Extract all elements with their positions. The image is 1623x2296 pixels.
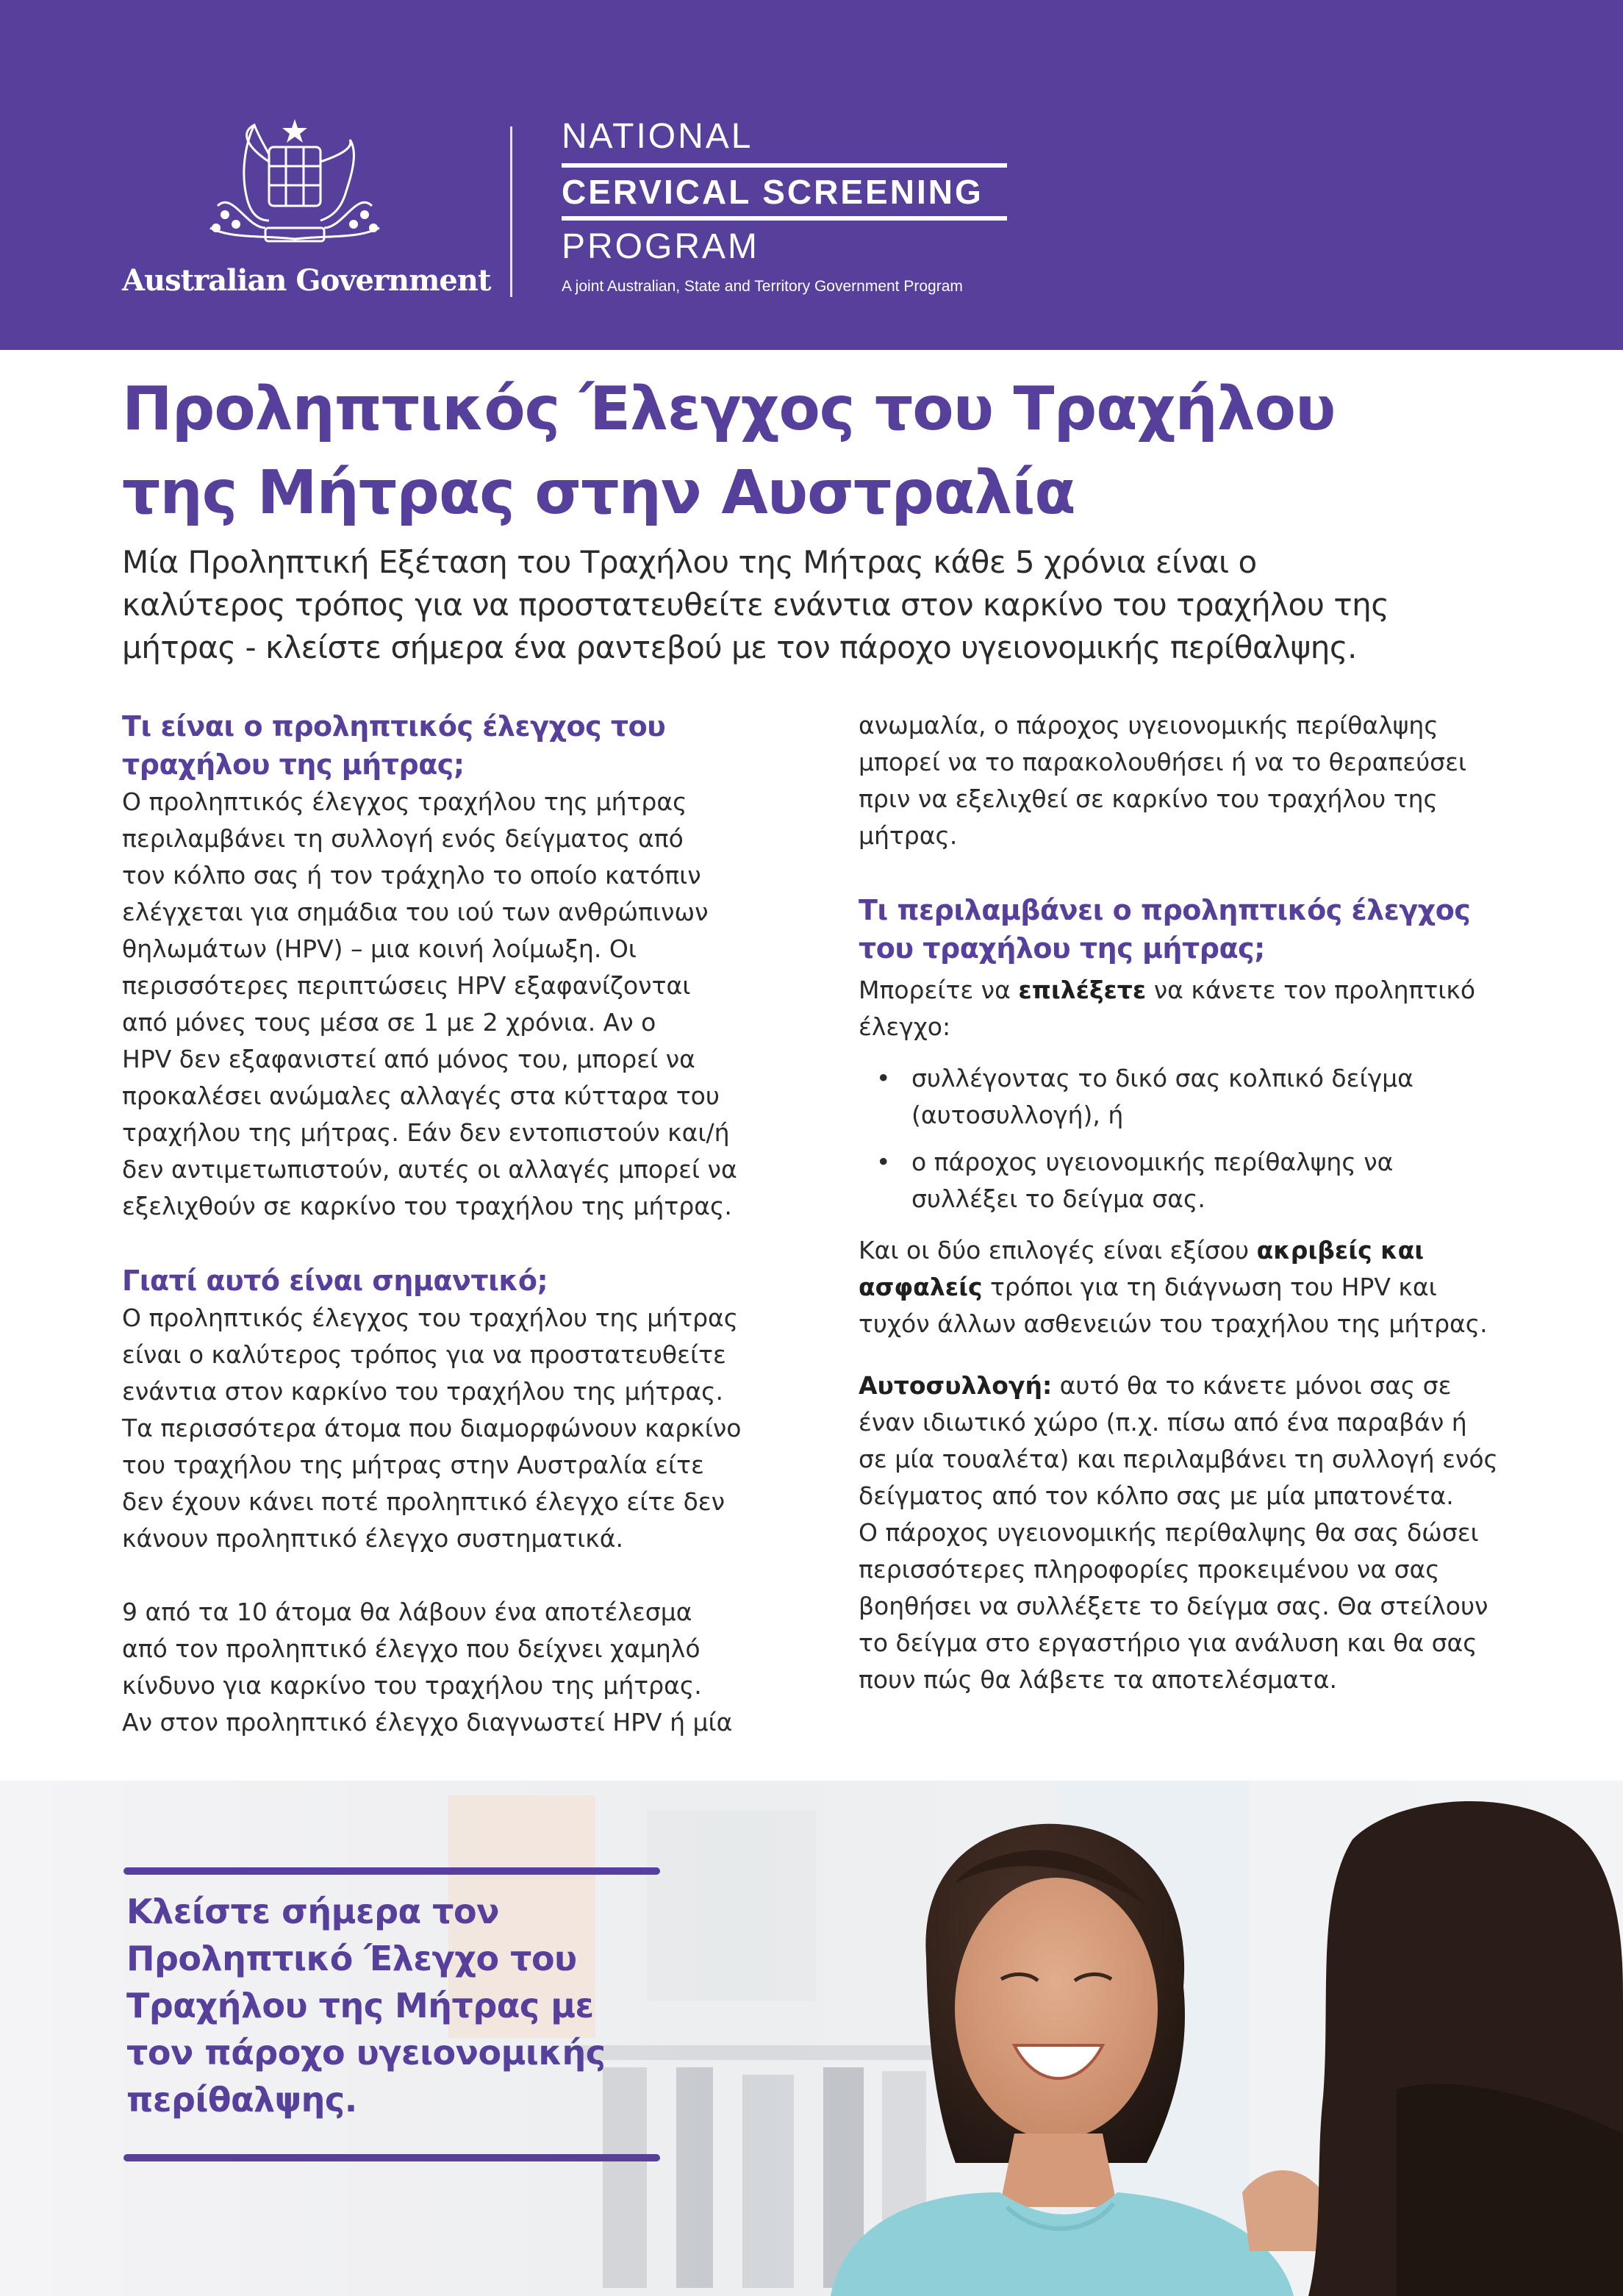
text-line: τυχόν άλλων ασθενειών του τραχήλου της μήτρας. (859, 1309, 1488, 1338)
section-heading-what-involves (859, 891, 1520, 968)
list-item (876, 1144, 1520, 1217)
header-banner (0, 0, 1623, 350)
program-rule-top (562, 163, 1007, 168)
text-line: του τραχήλου της μήτρας στην Αυστραλία είτε (122, 1451, 704, 1479)
text-line: τραχήλου της μήτρας. Εάν δεν εντοπιστούν και/ή (122, 1118, 730, 1147)
text-line: Ο προληπτικός έλεγχος τραχήλου της μήτρας (122, 787, 687, 816)
cta-line: τον πάροχο υγειονομικής (126, 2033, 606, 2073)
text-line: πουν πώς θα λάβετε τα αποτελέσματα. (859, 1665, 1338, 1694)
program-name-line2: CERVICAL SCREENING (562, 173, 984, 211)
text-line: έναν ιδιωτικό χώρο (π.χ. πίσω από ένα παραβάν ή (859, 1408, 1467, 1437)
cta-rule-top (123, 1867, 660, 1875)
intro-paragraph (122, 541, 1519, 669)
bullet-icon: • (876, 1148, 891, 1176)
text-line: Τα περισσότερα άτομα που διαμορφώνουν καρκίνο (122, 1414, 742, 1442)
paragraph-results-continued (859, 707, 1520, 854)
text-line: εξελιχθούν σε καρκίνο του τραχήλου της μήτρας. (122, 1192, 732, 1220)
text-line: δείγματος από τον κόλπο σας με μία μπατονέτα. (859, 1481, 1454, 1510)
heading-line: τραχήλου της μήτρας; (122, 748, 465, 781)
paragraph-results (122, 1594, 784, 1741)
heading-line: Τι είναι ο προληπτικός έλεγχος του (122, 710, 666, 743)
spacer (859, 1342, 1520, 1367)
text-line: είναι ο καλύτερος τρόπος για να προστατευθείτε (122, 1340, 726, 1369)
text-line: 9 από τα 10 άτομα θα λάβουν ένα αποτέλεσμα (122, 1598, 692, 1626)
intro-line: μήτρας - κλείστε σήμερα ένα ραντεβού με τον πάροχο υγειονομικής περίθαλψης. (122, 629, 1357, 665)
page-title (122, 368, 1519, 535)
options-list (876, 1060, 1520, 1217)
text-line: περισσότερες περιπτώσεις HPV εξαφανίζονται (122, 971, 691, 1000)
heading-line: του τραχήλου της μήτρας; (859, 932, 1265, 965)
text-line: βοηθήσει να συλλέξετε το δείγμα σας. Θα στείλουν (859, 1592, 1488, 1620)
coat-of-arms-icon (196, 118, 394, 262)
text-line: ανωμαλία, ο πάροχος υγειονομικής περίθαλψης (859, 711, 1439, 740)
text-line: δεν αντιμετωπιστούν, αυτές οι αλλαγές μπορεί να (122, 1155, 737, 1184)
paragraph-choose (859, 972, 1520, 1045)
text-line: θηλωμάτων (HPV) – μια κοινή λοίμωξη. Οι (122, 934, 637, 963)
text-line: περισσότερες πληροφορίες προκειμένου να σας (859, 1555, 1440, 1584)
title-line: της Μήτρας στην Αυστραλία (122, 458, 1075, 528)
spacer (122, 1557, 784, 1594)
text-line: ενάντια στον καρκίνο του τραχήλου της μήτρας. (122, 1377, 723, 1406)
program-name-line3: PROGRAM (562, 227, 760, 266)
emphasis: ακριβείς και (1256, 1236, 1425, 1265)
heading-line: Τι περιλαμβάνει ο προληπτικός έλεγχος (859, 894, 1471, 926)
cta-line: Κλείστε σήμερα τον (126, 1892, 499, 1931)
text-line: τον κόλπο σας ή τον τράχηλο το οποίο κατόπιν (122, 861, 701, 890)
paragraph-self-collection (859, 1367, 1520, 1698)
cta-rule-bottom (123, 2154, 660, 2161)
text-line: Αν στον προληπτικό έλεγχο διαγνωστεί HPV ή μία (122, 1708, 733, 1737)
text-line: σε μία τουαλέτα) και περιλαμβάνει τη συλλογή ενός (859, 1445, 1498, 1473)
bullet-icon: • (876, 1064, 891, 1092)
text-line: κίνδυνο για καρκίνο του τραχήλου της μήτρας. (122, 1671, 702, 1700)
paragraph-what-is (122, 784, 784, 1225)
program-name-line1: NATIONAL (562, 117, 753, 156)
text-line: πριν να εξελιχθεί σε καρκίνο του τραχήλου της (859, 784, 1438, 813)
text-line: μπορεί να το παρακολουθήσει ή να το θεραπεύσει (859, 748, 1467, 776)
right-column (859, 707, 1520, 1698)
paragraph-why-important (122, 1300, 784, 1557)
text-fragment: Και οι δύο επιλογές είναι εξίσου (859, 1236, 1257, 1265)
text-fragment: Μπορείτε να (859, 976, 1019, 1004)
cta-line: περίθαλψης. (126, 2080, 357, 2120)
spacer (122, 1225, 784, 1262)
text-line: από τον προληπτικό έλεγχο που δείχνει χαμηλό (122, 1634, 701, 1663)
cta-line: Τραχήλου της Μήτρας με (126, 1986, 594, 2025)
section-heading-why-important: Γιατί αυτό είναι σημαντικό; (122, 1265, 548, 1297)
text-line: συλλέξει το δείγμα σας. (911, 1184, 1205, 1213)
text-line: κάνουν προληπτικό έλεγχο συστηματικά. (122, 1524, 623, 1553)
section-heading-what-is (122, 707, 784, 784)
emphasis: Αυτοσυλλογή: (859, 1371, 1053, 1400)
text-line: Ο πάροχος υγειονομικής περίθαλψης θα σας δώσει (859, 1518, 1479, 1547)
text-line: ο πάροχος υγειονομικής περίθαλψης να (911, 1148, 1394, 1176)
text-fragment: αυτό θα το κάνετε μόνοι σας σε (1052, 1371, 1452, 1400)
program-subtitle: A joint Australian, State and Territory Government Program (562, 278, 963, 295)
text-fragment: να κάνετε τον προληπτικό (1146, 976, 1476, 1004)
intro-line: καλύτερος τρόπος για να προστατευθείτε ενάντια στον καρκίνο του τραχήλου της (122, 587, 1389, 623)
left-column (122, 707, 784, 1741)
text-line: προκαλέσει ανώμαλες αλλαγές στα κύτταρα του (122, 1081, 720, 1110)
paragraph-both-options (859, 1232, 1520, 1342)
text-line: HPV δεν εξαφανιστεί από μόνος του, μπορεί να (122, 1045, 695, 1073)
government-wordmark: Australian Government (122, 263, 491, 298)
logo-divider (510, 126, 512, 297)
emphasis: επιλέξετε (1018, 976, 1147, 1004)
text-line: μήτρας. (859, 821, 958, 850)
text-line: το δείγμα στο εργαστήριο για ανάλυση και θα σας (859, 1628, 1477, 1657)
text-line: συλλέγοντας το δικό σας κολπικό δείγμα (911, 1064, 1414, 1092)
text-line: περιλαμβάνει τη συλλογή ενός δείγματος από (122, 824, 684, 853)
text-line: έλεγχο: (859, 1012, 951, 1041)
cta-line: Προληπτικό Έλεγχο του (126, 1939, 577, 1978)
text-line: από μόνες τους μέσα σε 1 με 2 χρόνια. Αν ο (122, 1008, 656, 1037)
text-line: ελέγχεται για σημάδια του ιού των ανθρώπινων (122, 898, 709, 926)
title-line: Προληπτικός Έλεγχος του Τραχήλου (122, 374, 1336, 444)
program-rule-bottom (562, 216, 1007, 221)
call-to-action (126, 1888, 685, 2123)
text-line: (αυτοσυλλογή), ή (911, 1101, 1124, 1129)
text-line: δεν έχουν κάνει ποτέ προληπτικό έλεγχο είτε δεν (122, 1487, 725, 1516)
intro-line: Μία Προληπτική Εξέταση του Τραχήλου της Μήτρας κάθε 5 χρόνια είναι ο (122, 544, 1257, 580)
text-line: Ο προληπτικός έλεγχος του τραχήλου της μήτρας (122, 1303, 739, 1332)
text-fragment: τρόποι για τη διάγνωση του HPV και (982, 1273, 1437, 1301)
list-item (876, 1060, 1520, 1134)
emphasis: ασφαλείς (859, 1273, 983, 1301)
spacer (859, 854, 1520, 891)
